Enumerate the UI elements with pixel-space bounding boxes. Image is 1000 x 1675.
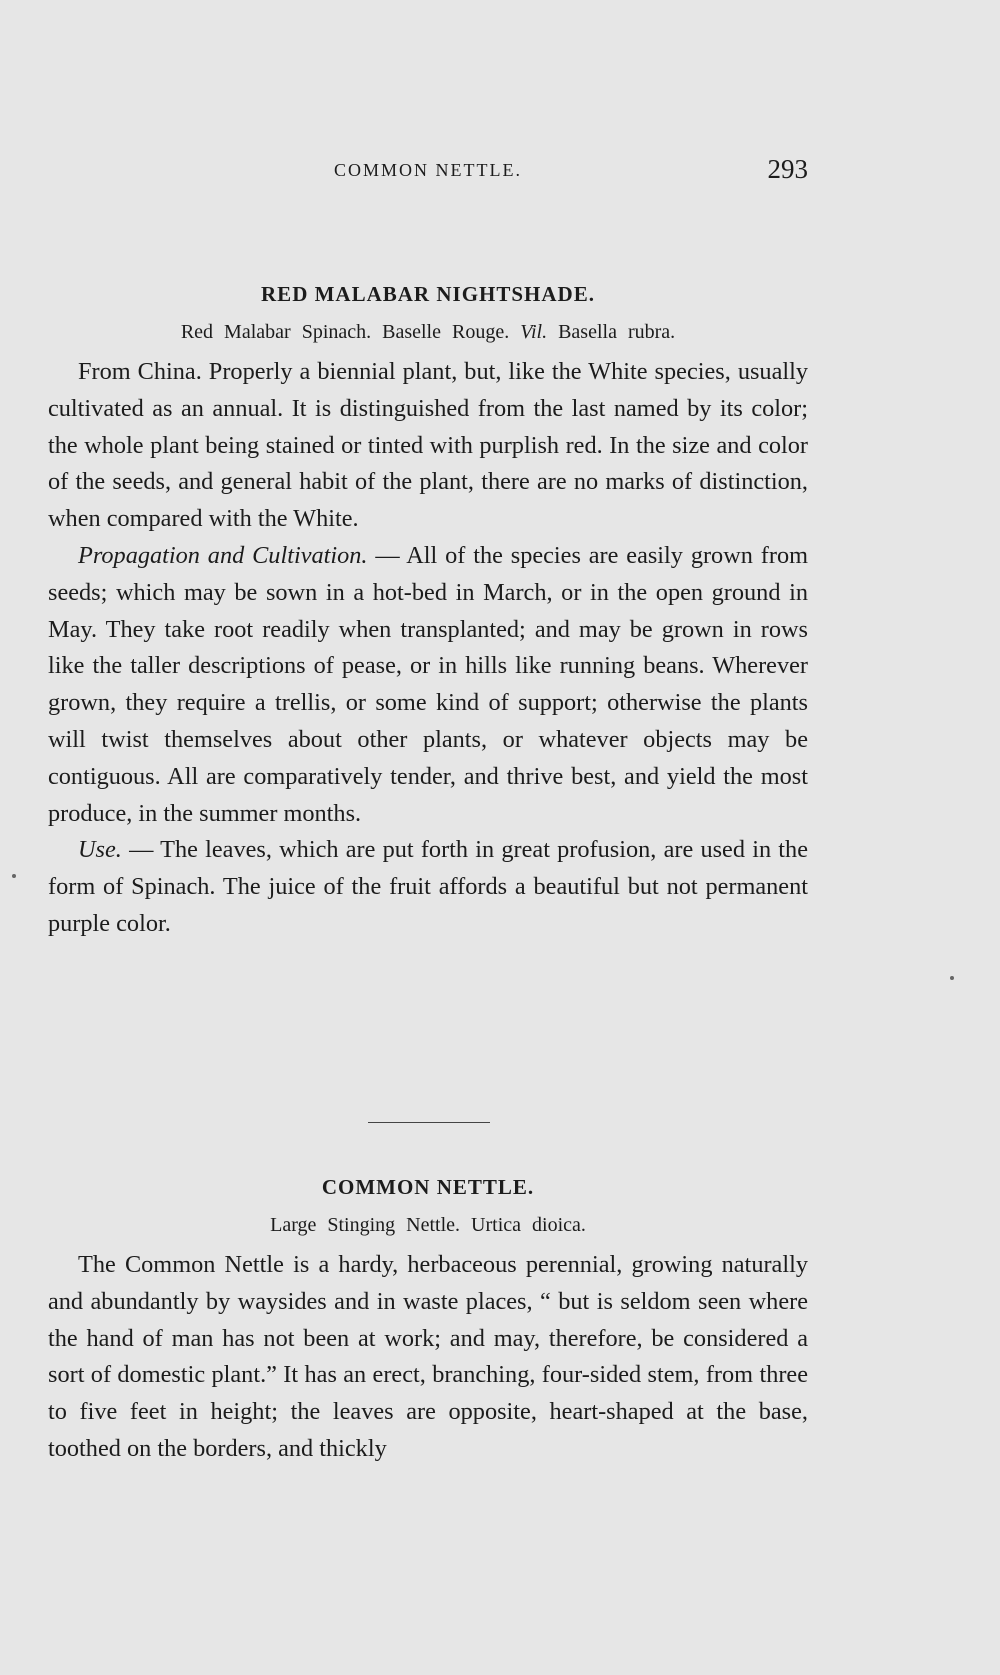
paragraph-description: The Common Nettle is a hardy, herbaceous perennial, growing naturally and abundantly by waysides and in waste places, “ but is seldom seen where the hand of man has not been at work; and may, therefore, be considered a sort of domestic plant.” It has an erect, branching, four-sided stem, from three to five feet in height; the leaves are opposite, heart-shaped at the base, toothed on the borders, and thickly: [48, 1251, 808, 1462]
latin-name: Basella rubra.: [558, 321, 676, 343]
section-title: RED MALABAR NIGHTSHADE.: [261, 282, 595, 306]
authority: Vil.: [520, 321, 548, 343]
print-speck: [12, 874, 16, 878]
common-name: Large Stinging Nettle.: [270, 1214, 461, 1236]
running-title: COMMON NETTLE.: [334, 160, 522, 180]
running-head: [48, 154, 808, 188]
section-divider: [368, 1122, 490, 1123]
paragraph-body: — The leaves, which are put forth in great profusion, are used in the form of Spinach. The juice of the fruit affords a beautiful but not permanent purple color.: [48, 836, 808, 937]
synonyms-line: [48, 1214, 808, 1237]
section-common-nettle: [48, 1175, 808, 1468]
print-speck: [950, 976, 954, 980]
french-name: Baselle Rouge.: [382, 321, 510, 343]
paragraph-body: — All of the species are easily grown from seeds; which may be sown in a hot-bed in March, or in the open ground in May. They take root readily when transplanted; and may be grown in rows like the taller descriptions of pease, or in hills like running beans. Wherever grown, they require a trellis, or some kind of support; otherwise the plants will twist themselves about other plants, or whatever objects may be contiguous. All are comparatively tender, and thrive best, and yield the most produce, in the summer months.: [48, 541, 808, 827]
section-red-malabar-nightshade: [48, 282, 808, 943]
common-name: Red Malabar Spinach.: [180, 321, 372, 343]
page-number: 293: [767, 154, 808, 184]
paragraph-description: From China. Properly a biennial plant, but, like the White species, usually cultivated as an annual. It is distinguished from the last named by its color; the whole plant being stained or tinted with purplish red. In the size and color of the seeds, and general habit of the plant, there are no marks of distinction, when compared with the White.: [48, 358, 808, 533]
paragraph-use: [48, 832, 808, 942]
paragraph-propagation: [48, 538, 808, 832]
latin-name: Urtica dioica.: [471, 1214, 586, 1236]
paragraph-lead-in: Use.: [78, 836, 122, 864]
paragraph-lead-in: Propagation and Cultivation.: [78, 541, 368, 569]
synonyms-line: [48, 321, 808, 344]
section-title: COMMON NETTLE.: [321, 1175, 535, 1199]
